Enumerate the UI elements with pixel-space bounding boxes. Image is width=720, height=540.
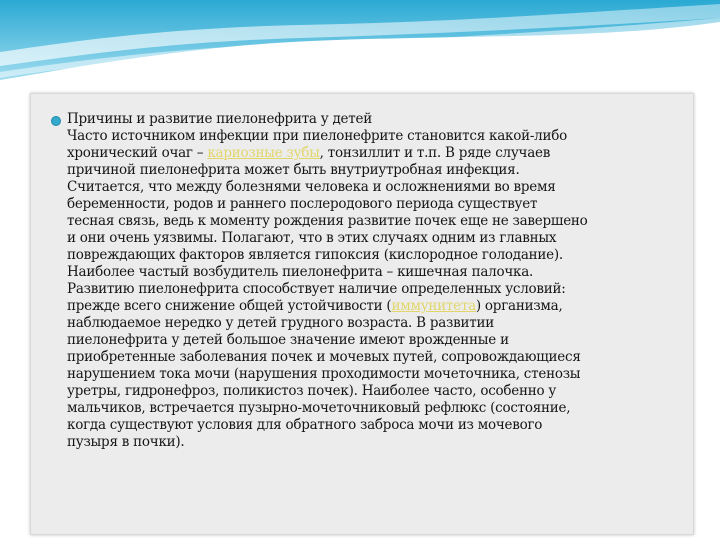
text-line: уретры, гидронефроз, поликистоз почек). Наиболее часто, особенно у <box>67 383 557 399</box>
text-line: пузыря в почки). <box>67 434 185 450</box>
text-line: нарушением тока мочи (нарушения проходимости мочеточника, стенозы <box>67 366 581 382</box>
text-line: Часто источником инфекции при пиелонефрите становится какой-либо <box>67 128 567 144</box>
text-line: причиной пиелонефрита может быть внутриутробная инфекция. <box>67 162 520 178</box>
text-line <box>67 298 681 315</box>
text-span: ) организма, <box>475 298 563 314</box>
text-line: тесная связь, ведь к моменту рождения развитие почек еще не завершено <box>67 213 588 229</box>
text-span: хронический очаг – <box>67 145 208 161</box>
text-line: когда существуют условия для обратного заброса мочи из мочевого <box>67 417 543 433</box>
link-immuniteta[interactable]: иммунитета <box>391 298 476 314</box>
heading-line: Причины и развитие пиелонефрита у детей <box>67 111 372 127</box>
header-wave-decoration <box>0 0 720 100</box>
text-line <box>67 145 681 162</box>
content-panel <box>30 93 694 535</box>
text-line: мальчиков, встречается пузырно-мочеточниковый рефлюкс (состояние, <box>67 400 571 416</box>
bullet-icon <box>51 116 61 126</box>
text-line: повреждающих факторов является гипоксия (кислородное голодание). <box>67 247 563 263</box>
text-line: наблюдаемое нередко у детей грудного возраста. В развитии <box>67 315 494 331</box>
text-span: прежде всего снижение общей устойчивости ( <box>67 298 392 314</box>
text-line: приобретенные заболевания почек и мочевых путей, сопровождающиеся <box>67 349 581 365</box>
text-line: Считается, что между болезнями человека и осложнениями во время <box>67 179 556 195</box>
text-line: беременности, родов и раннего послеродового периода существует <box>67 196 538 212</box>
body-text <box>67 111 681 451</box>
text-line: и они очень уязвимы. Полагают, что в этих случаях одним из главных <box>67 230 557 246</box>
text-line: Развитию пиелонефрита способствует наличие определенных условий: <box>67 281 566 297</box>
text-span: , тонзиллит и т.п. В ряде случаев <box>319 145 551 161</box>
link-karioznye-zuby[interactable]: кариозные зубы <box>207 145 320 161</box>
text-line: Наиболее частый возбудитель пиелонефрита – кишечная палочка. <box>67 264 534 280</box>
text-line: пиелонефрита у детей большое значение имеют врожденные и <box>67 332 509 348</box>
